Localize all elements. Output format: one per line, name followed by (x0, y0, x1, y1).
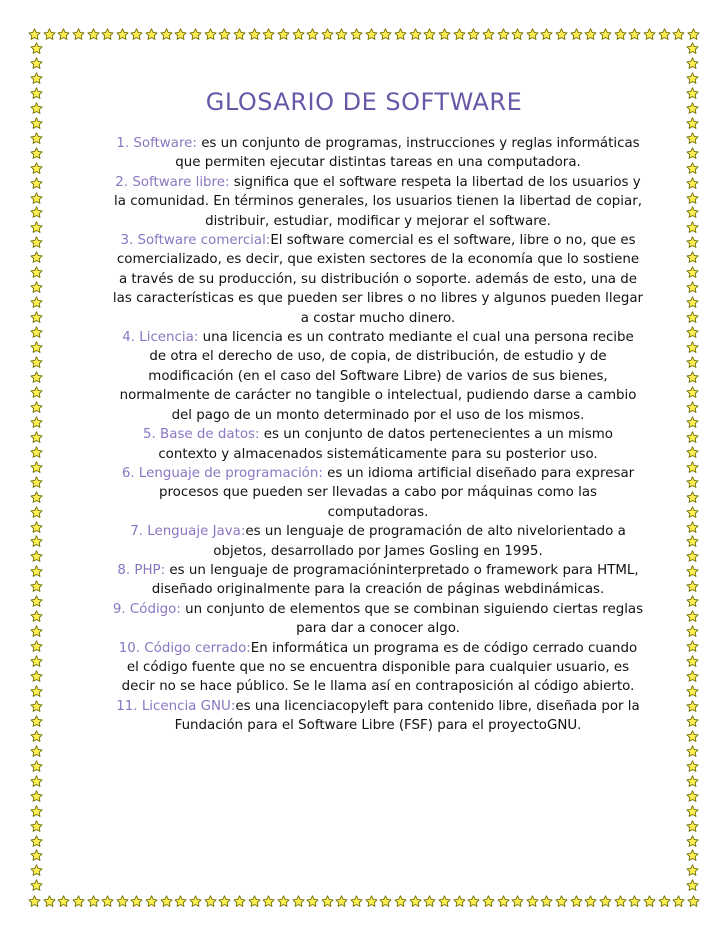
star-icon (423, 28, 436, 41)
star-icon (686, 476, 699, 489)
star-icon (643, 28, 656, 41)
star-icon (570, 28, 583, 41)
entry-term: Software comercial: (137, 233, 271, 249)
entry-definition: es un lenguaje de programación de alto nivelorientado a objetos, desarrollado por James Gosling en 1995. (213, 524, 626, 559)
star-icon (686, 625, 699, 638)
star-icon (365, 895, 378, 908)
star-icon (204, 895, 217, 908)
entry-number: 7. (130, 524, 143, 540)
star-icon (686, 42, 699, 55)
star-icon (350, 895, 363, 908)
star-icon (614, 28, 627, 41)
star-icon (686, 281, 699, 294)
star-icon (160, 28, 173, 41)
star-icon (686, 805, 699, 818)
star-icon (686, 849, 699, 862)
star-icon (30, 760, 43, 773)
star-icon (30, 147, 43, 160)
star-icon (599, 28, 612, 41)
star-icon (30, 835, 43, 848)
star-icon (686, 685, 699, 698)
glossary-entry (112, 639, 644, 697)
entry-number: 3. (120, 233, 134, 249)
star-icon (686, 296, 699, 309)
star-icon (30, 296, 43, 309)
star-icon (87, 28, 100, 41)
star-icon (686, 266, 699, 279)
star-icon (28, 895, 41, 908)
star-icon (365, 28, 378, 41)
star-icon (160, 895, 173, 908)
star-icon (409, 895, 422, 908)
star-icon (555, 28, 568, 41)
star-icon (218, 28, 231, 41)
star-icon (686, 401, 699, 414)
star-icon (204, 28, 217, 41)
star-icon (30, 341, 43, 354)
star-icon (189, 28, 202, 41)
star-icon (30, 266, 43, 279)
star-icon (686, 670, 699, 683)
glossary-entry (112, 425, 644, 464)
star-icon (628, 28, 641, 41)
star-icon (30, 550, 43, 563)
star-icon (72, 28, 85, 41)
star-icon (30, 221, 43, 234)
star-icon (555, 895, 568, 908)
star-icon (30, 476, 43, 489)
star-icon (686, 745, 699, 758)
star-icon (686, 132, 699, 145)
star-icon (248, 895, 261, 908)
entry-definition: es un conjunto de programas, instrucciones y reglas informáticas que permiten ejecutar distintas tareas en una computadora. (175, 136, 640, 171)
star-icon (28, 28, 41, 41)
entry-number: 1. (116, 136, 130, 151)
star-icon (30, 206, 43, 219)
star-icon (306, 895, 319, 908)
star-icon (30, 251, 43, 264)
entry-number: 10. (118, 640, 141, 656)
star-icon (30, 521, 43, 534)
star-icon (394, 895, 407, 908)
entry-number: 6. (121, 465, 135, 481)
glossary-entry (112, 173, 644, 231)
star-icon (233, 28, 246, 41)
star-icon (658, 28, 671, 41)
entry-number: 9. (112, 601, 126, 617)
entry-term: PHP: (134, 562, 166, 578)
star-icon (30, 117, 43, 130)
star-icon (30, 595, 43, 608)
entry-term: Software libre: (132, 174, 230, 190)
star-icon (467, 28, 480, 41)
star-icon (248, 28, 261, 41)
star-icon (599, 895, 612, 908)
star-icon (57, 895, 70, 908)
star-icon (584, 28, 597, 41)
star-icon (101, 28, 114, 41)
star-icon (394, 28, 407, 41)
star-icon (686, 580, 699, 593)
star-icon (686, 760, 699, 773)
star-icon (321, 28, 334, 41)
star-icon (497, 28, 510, 41)
star-icon (145, 28, 158, 41)
star-icon (686, 775, 699, 788)
glossary-entry (112, 328, 644, 425)
star-icon (482, 28, 495, 41)
star-icon (614, 895, 627, 908)
star-icon (292, 28, 305, 41)
star-icon (526, 28, 539, 41)
star-icon (350, 28, 363, 41)
star-icon (30, 820, 43, 833)
star-icon (686, 206, 699, 219)
entry-term: Software: (133, 136, 197, 151)
star-icon (467, 895, 480, 908)
star-border-right (684, 42, 700, 893)
star-icon (145, 895, 158, 908)
star-icon (30, 132, 43, 145)
star-icon (686, 790, 699, 803)
star-icon (30, 431, 43, 444)
star-icon (686, 236, 699, 249)
glossary-entry (112, 464, 644, 522)
star-icon (30, 281, 43, 294)
star-icon (686, 700, 699, 713)
star-icon (30, 730, 43, 743)
star-icon (453, 895, 466, 908)
entry-term: Licencia GNU: (141, 698, 236, 714)
star-icon (43, 28, 56, 41)
glossary-list (112, 134, 644, 736)
entry-term: Código: (129, 601, 181, 617)
glossary-entry (112, 134, 644, 173)
star-icon (277, 28, 290, 41)
star-icon (686, 192, 699, 205)
star-icon (686, 565, 699, 578)
star-icon (30, 416, 43, 429)
star-icon (30, 879, 43, 892)
star-icon (30, 177, 43, 190)
star-icon (686, 326, 699, 339)
star-icon (30, 42, 43, 55)
glossary-entry (112, 697, 644, 736)
star-icon (686, 446, 699, 459)
star-icon (686, 610, 699, 623)
star-icon (686, 251, 699, 264)
star-icon (540, 895, 553, 908)
star-icon (57, 28, 70, 41)
star-icon (30, 506, 43, 519)
entry-number: 4. (122, 330, 135, 346)
star-icon (438, 895, 451, 908)
star-icon (321, 895, 334, 908)
entry-term: Código cerrado: (144, 640, 251, 656)
entry-definition: El software comercial es el software, libre o no, que es comercializado, es decir, que existen sectores de la economía que lo sostiene a través de su producción, su distribución o soporte. además de esto, una de las características es que pueden ser libres o no libres y algunos pueden llegar a costar mucho dinero. (112, 233, 644, 326)
star-border-bottom (28, 893, 700, 909)
entry-term: Base de datos: (160, 427, 260, 443)
star-icon (686, 715, 699, 728)
star-icon (511, 28, 524, 41)
star-icon (43, 895, 56, 908)
glossary-entry (112, 231, 644, 328)
star-icon (482, 895, 495, 908)
star-icon (438, 28, 451, 41)
star-icon (687, 895, 700, 908)
star-icon (30, 790, 43, 803)
star-icon (30, 57, 43, 70)
entry-definition: es un idioma artificial diseñado para expresar procesos que pueden ser llevadas a cabo por máquinas como las computadoras. (158, 465, 635, 520)
star-icon (686, 416, 699, 429)
star-icon (686, 57, 699, 70)
star-icon (423, 895, 436, 908)
entry-number: 11. (116, 698, 138, 714)
entry-definition: una licencia es un contrato mediante el cual una persona recibe de otra el derecho de uso, de copia, de distribución, de estudio y de modificación (en el caso del Software Libre) de varios de sus bienes, normalmente de carácter no tangible o intelectual, pudiendo darse a cambio del pago de un monto determinado por el uso de los mismos. (119, 330, 637, 423)
star-icon (174, 895, 187, 908)
star-icon (686, 595, 699, 608)
star-border-left (28, 42, 44, 893)
star-icon (233, 895, 246, 908)
star-icon (87, 895, 100, 908)
star-icon (686, 162, 699, 175)
star-icon (30, 700, 43, 713)
star-icon (30, 565, 43, 578)
star-icon (540, 28, 553, 41)
star-icon (686, 177, 699, 190)
star-icon (686, 535, 699, 548)
star-icon (686, 461, 699, 474)
star-icon (686, 117, 699, 130)
star-icon (686, 311, 699, 324)
star-icon (686, 371, 699, 384)
star-icon (30, 745, 43, 758)
glossary-entry (112, 600, 644, 639)
page-title: GLOSARIO DE SOFTWARE (205, 88, 523, 116)
star-icon (30, 580, 43, 593)
star-icon (628, 895, 641, 908)
star-icon (686, 835, 699, 848)
star-icon (511, 895, 524, 908)
entry-definition: es un lenguaje de programacióninterpretado o framework para HTML, diseñado originalmente para la creación de páginas webdinámicas. (151, 562, 639, 598)
star-icon (30, 775, 43, 788)
star-icon (686, 341, 699, 354)
star-icon (672, 28, 685, 41)
star-icon (30, 72, 43, 85)
star-icon (30, 715, 43, 728)
star-icon (30, 535, 43, 548)
star-icon (570, 895, 583, 908)
star-icon (30, 491, 43, 504)
star-icon (30, 311, 43, 324)
star-icon (526, 895, 539, 908)
star-icon (686, 431, 699, 444)
star-icon (379, 28, 392, 41)
star-icon (101, 895, 114, 908)
entry-definition: significa que el software respeta la libertad de los usuarios y la comunidad. En términos generales, los usuarios tienen la libertad de copiar, distribuir, estudiar, modificar y mejorar el software. (114, 174, 642, 229)
star-icon (686, 72, 699, 85)
star-icon (262, 28, 275, 41)
star-icon (686, 820, 699, 833)
star-border-top (28, 26, 700, 42)
star-icon (30, 805, 43, 818)
star-icon (130, 28, 143, 41)
entry-term: Licencia: (139, 330, 199, 346)
entry-number: 2. (115, 174, 129, 190)
star-icon (130, 895, 143, 908)
star-icon (30, 192, 43, 205)
star-icon (658, 895, 671, 908)
star-icon (686, 864, 699, 877)
star-icon (643, 895, 656, 908)
star-icon (686, 730, 699, 743)
star-icon (189, 895, 202, 908)
star-icon (30, 461, 43, 474)
entry-number: 5. (143, 427, 156, 443)
star-icon (453, 28, 466, 41)
star-icon (30, 386, 43, 399)
entry-definition: En informática un programa es de código cerrado cuando el código fuente que no se encuentra disponible para cualquier usuario, es decir no se hace público. Se le llama así en contraposición al código abierto. (121, 640, 638, 695)
star-icon (292, 895, 305, 908)
star-icon (379, 895, 392, 908)
star-icon (30, 655, 43, 668)
entry-definition: es una licenciacopyleft para contenido libre, diseñada por la Fundación para el Software Libre (FSF) para el proyectoGNU. (174, 698, 640, 734)
star-icon (409, 28, 422, 41)
star-icon (30, 236, 43, 249)
star-icon (686, 356, 699, 369)
entry-definition: es un conjunto de datos pertenecientes a un mismo contexto y almacenados sistemáticamente para su posterior uso. (158, 427, 613, 462)
star-icon (686, 506, 699, 519)
star-icon (30, 849, 43, 862)
entry-number: 8. (117, 562, 131, 578)
star-icon (277, 895, 290, 908)
star-icon (30, 625, 43, 638)
star-icon (30, 326, 43, 339)
star-icon (686, 655, 699, 668)
star-icon (116, 28, 129, 41)
entry-term: Lenguaje de programación: (138, 465, 323, 481)
star-icon (30, 640, 43, 653)
star-icon (30, 446, 43, 459)
star-icon (30, 610, 43, 623)
star-icon (306, 28, 319, 41)
star-icon (686, 640, 699, 653)
star-icon (686, 386, 699, 399)
star-icon (30, 162, 43, 175)
star-icon (686, 879, 699, 892)
star-icon (72, 895, 85, 908)
star-icon (30, 864, 43, 877)
star-icon (30, 401, 43, 414)
star-icon (174, 28, 187, 41)
star-icon (30, 356, 43, 369)
star-icon (686, 491, 699, 504)
star-icon (30, 685, 43, 698)
star-icon (686, 147, 699, 160)
star-icon (335, 28, 348, 41)
star-icon (686, 221, 699, 234)
star-icon (687, 28, 700, 41)
star-icon (30, 371, 43, 384)
glossary-entry (112, 561, 644, 600)
star-icon (262, 895, 275, 908)
entry-definition: un conjunto de elementos que se combinan siguiendo ciertas reglas para dar a conocer algo. (180, 601, 644, 637)
star-icon (686, 521, 699, 534)
star-icon (218, 895, 231, 908)
entry-term: Lenguaje Java: (147, 524, 246, 540)
star-icon (335, 895, 348, 908)
star-icon (116, 895, 129, 908)
glossary-entry (112, 522, 644, 561)
star-icon (584, 895, 597, 908)
star-icon (497, 895, 510, 908)
star-icon (30, 670, 43, 683)
star-icon (686, 550, 699, 563)
star-icon (672, 895, 685, 908)
